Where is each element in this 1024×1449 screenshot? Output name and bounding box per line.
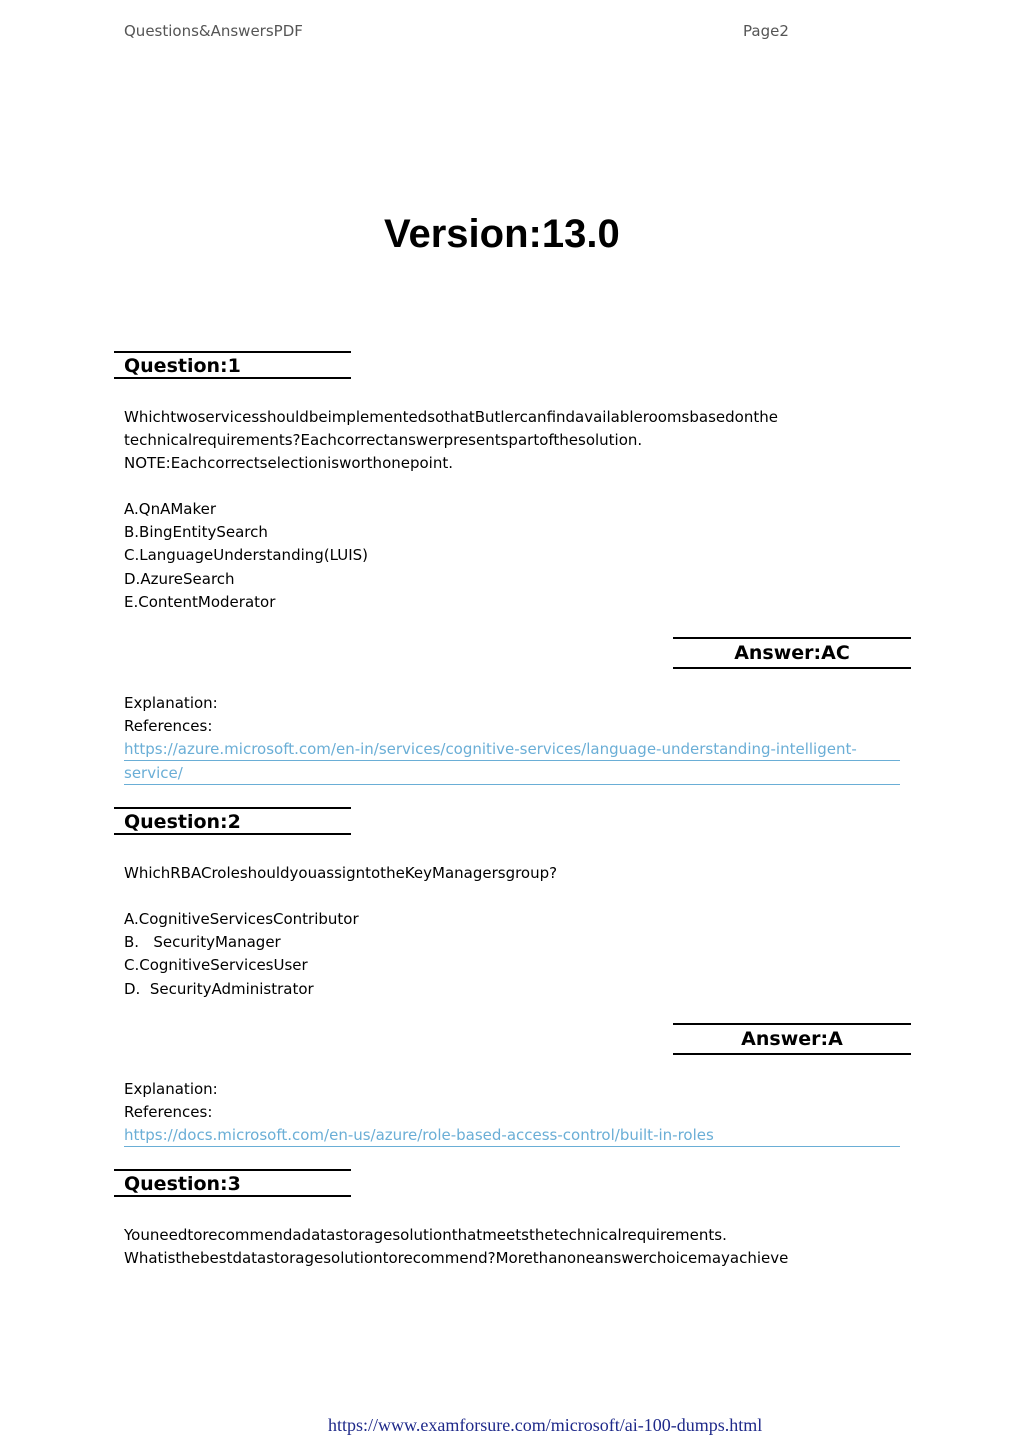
option-a: A.QnAMaker (124, 500, 217, 518)
option-a: A.CognitiveServicesContributor (124, 910, 359, 928)
question-2-heading (114, 807, 351, 835)
question-3-heading (114, 1169, 351, 1197)
option-d: D. SecurityAdministrator (124, 979, 314, 998)
answer-2: Answer:A (741, 1028, 843, 1050)
option-b: B. SecurityManager (124, 933, 281, 952)
question-1-heading (114, 351, 351, 379)
answer-1: Answer:AC (734, 642, 850, 664)
header-title: Questions&AnswersPDF (124, 22, 303, 40)
reference-1-link-wrap (124, 739, 900, 785)
explanation-label: Explanation: (124, 1080, 218, 1098)
version-title: Version:13.0 (384, 212, 620, 256)
explanation-label: Explanation: (124, 694, 218, 712)
question-3-text (124, 1224, 788, 1270)
question-3-title: Question:3 (124, 1173, 241, 1195)
option-c: C.CognitiveServicesUser (124, 956, 308, 975)
explanation-2 (124, 1078, 218, 1124)
reference-link-1-cont[interactable]: service/ (124, 763, 900, 785)
question-1-options (124, 498, 368, 614)
footer-url[interactable]: https://www.examforsure.com/microsoft/ai-100-dumps.html (328, 1415, 763, 1435)
question-1-line-2: technicalrequirements?Eachcorrectanswerpresentspartofthesolution. (124, 431, 643, 450)
explanation-1 (124, 692, 218, 738)
page-number: Page2 (743, 22, 789, 40)
references-label: References: (124, 1103, 213, 1122)
question-1-line-3: NOTE:Eachcorrectselectionisworthonepoint. (124, 454, 454, 473)
question-2-text: WhichRBACroleshouldyouassigntotheKeyManagersgroup? (124, 864, 558, 882)
references-label: References: (124, 717, 213, 736)
option-c: C.LanguageUnderstanding(LUIS) (124, 546, 369, 565)
question-3-line-2: Whatisthebestdatastoragesolutiontorecommend?Morethanoneanswerchoicemayachieve (124, 1249, 789, 1268)
answer-2-box (673, 1023, 911, 1055)
option-b: B.BingEntitySearch (124, 523, 268, 542)
reference-link-2[interactable]: https://docs.microsoft.com/en-us/azure/role-based-access-control/built-in-roles (124, 1125, 900, 1147)
question-1-line-1: WhichtwoservicesshouldbeimplementedsothatButlercanfindavailableroomsbasedonthe (124, 408, 778, 426)
reference-link-1[interactable]: https://azure.microsoft.com/en-in/services/cognitive-services/language-understanding-intelligent- (124, 739, 900, 761)
option-e: E.ContentModerator (124, 592, 276, 611)
answer-1-box (673, 637, 911, 669)
question-3-line-1: Youneedtorecommendadatastoragesolutionthatmeetsthetechnicalrequirements. (124, 1226, 727, 1244)
question-2-title: Question:2 (124, 811, 241, 833)
question-2-options (124, 908, 359, 1001)
reference-2-link-wrap (124, 1125, 900, 1147)
question-1-text (124, 406, 778, 476)
option-d: D.AzureSearch (124, 569, 235, 588)
question-1-title: Question:1 (124, 355, 241, 377)
